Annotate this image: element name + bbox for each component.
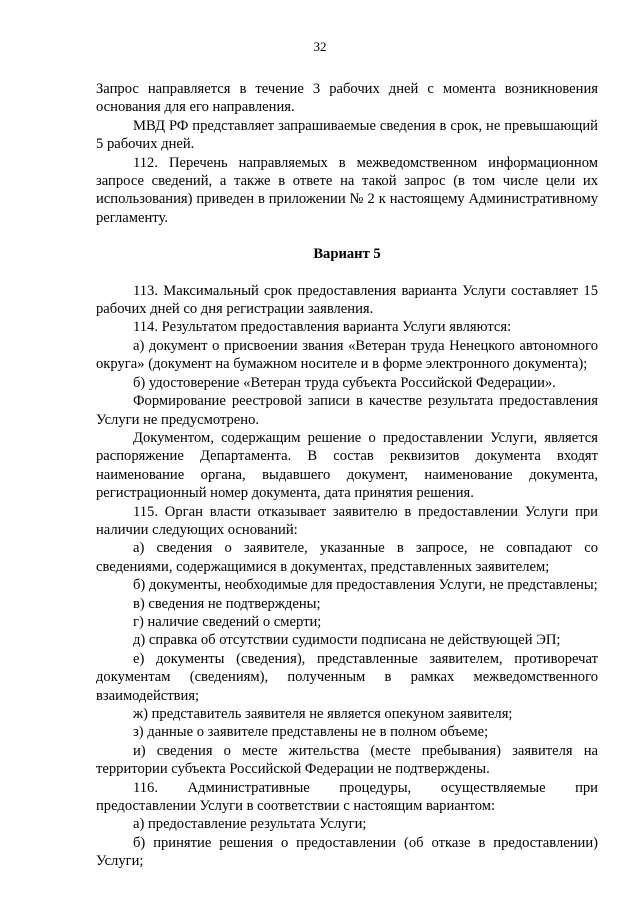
page-number: 32	[313, 39, 327, 54]
list-item: в) сведения не подтверждены;	[133, 595, 321, 612]
list-item: б) удостоверение «Ветеран труда субъекта Российской Федерации».	[133, 374, 556, 391]
list-item: б) документы, необходимые для предоставления Услуги, не представлены;	[133, 577, 598, 594]
paragraph: Документом, содержащим решение о предоставлении Услуги, является распоряжение Департамента. В состав реквизитов документа входят наименование органа, выдавшего документ, наименование документа, регистрационный номер документа, дата принятия решения.	[96, 429, 598, 502]
list-item: а) документ о присвоении звания «Ветеран труда Ненецкого автономного округа» (документ на бумажном носителе и в форме электронного документа);	[96, 337, 598, 373]
paragraph: 115. Орган власти отказывает заявителю в предоставлении Услуги при наличии следующих оснований:	[96, 503, 598, 538]
list-item: е) документы (сведения), представленные заявителем, противоречат документам (сведениям), полученным в рамках межведомственного взаимодействия;	[96, 650, 598, 704]
list-item: г) наличие сведений о смерти;	[133, 613, 322, 630]
paragraph: 114. Результатом предоставления варианта Услуги являются:	[133, 319, 512, 336]
paragraph: Запрос направляется в течение 3 рабочих дней с момента возникновения основания для его направления.	[96, 81, 598, 116]
list-item: д) справка об отсутствии судимости подписана не действующей ЭП;	[133, 632, 561, 649]
list-item: б) принятие решения о предоставлении (об отказе в предоставлении) Услуги;	[96, 834, 598, 870]
section-heading: Вариант 5	[313, 246, 381, 263]
paragraph: МВД РФ представляет запрашиваемые сведения в срок, не превышающий 5 рабочих дней.	[96, 117, 598, 153]
list-item: з) данные о заявителе представлены не в полном объеме;	[133, 724, 489, 741]
list-item: а) предоставление результата Услуги;	[133, 816, 367, 833]
paragraph: Формирование реестровой записи в качестве результата предоставления Услуги не предусмотрено.	[96, 393, 598, 428]
list-item: а) сведения о заявителе, указанные в запросе, не совпадают со сведениями, содержащимися в документах, представленных заявителем;	[96, 540, 598, 575]
paragraph: 116. Административные процедуры, осуществляемые при предоставлении Услуги в соответствии с настоящим вариантом:	[96, 779, 598, 815]
paragraph: 113. Максимальный срок предоставления варианта Услуги составляет 15 рабочих дней со дня регистрации заявления.	[96, 282, 598, 318]
paragraph: 112. Перечень направляемых в межведомственном информационном запросе сведений, а также в ответе на такой запрос (в том числе цели их использования) приведен в приложении № 2 к настоящему Административному регламенту.	[96, 154, 598, 226]
list-item: ж) представитель заявителя не является опекуном заявителя;	[133, 706, 513, 722]
document-body	[96, 80, 598, 871]
list-item: и) сведения о месте жительства (месте пребывания) заявителя на территории субъекта Российской Федерации не подтверждены.	[96, 742, 598, 778]
